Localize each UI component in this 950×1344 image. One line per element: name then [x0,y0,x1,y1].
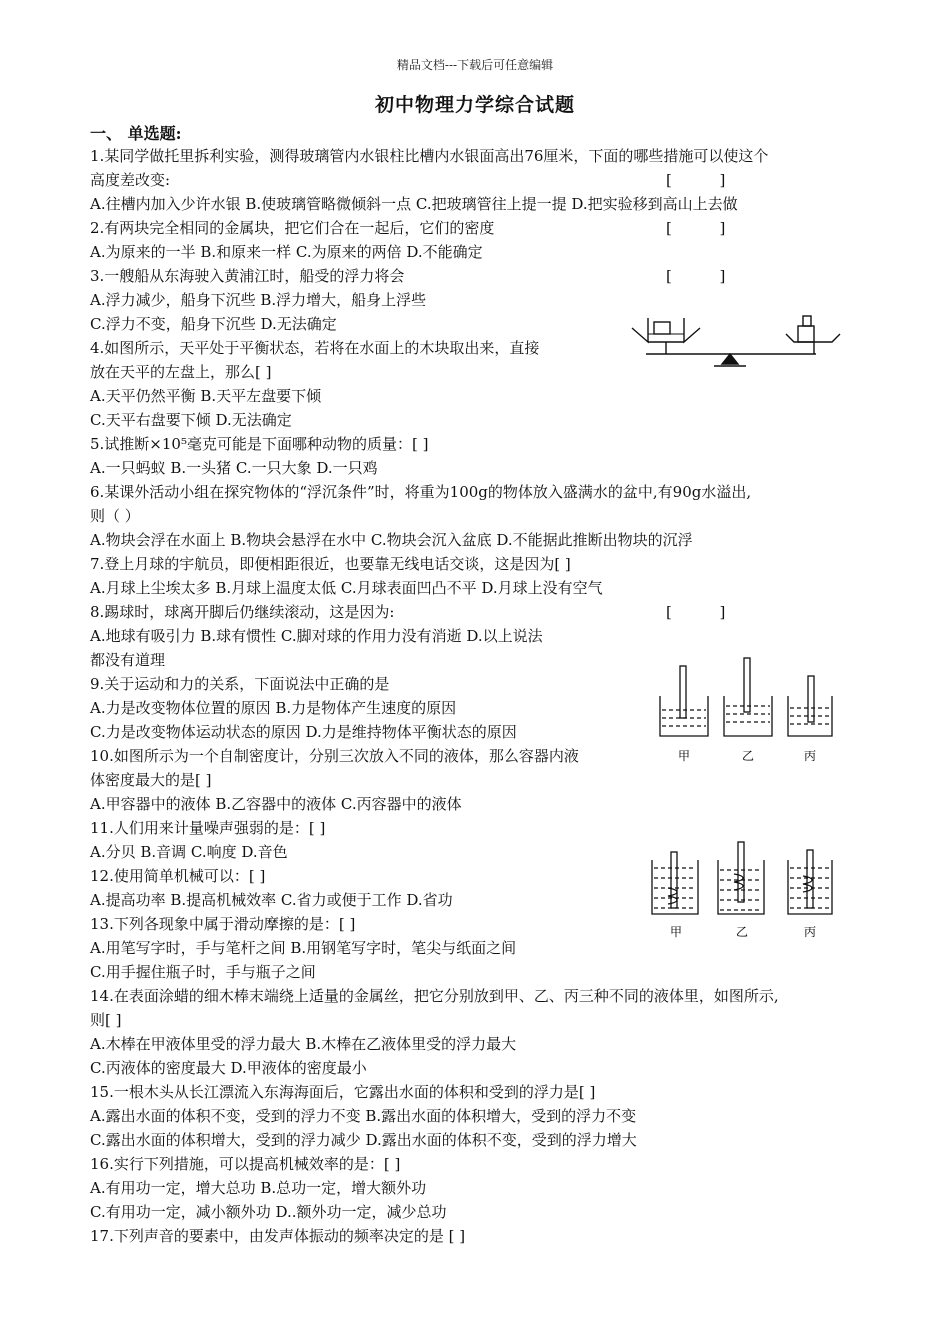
question-line: 14.在表面涂蜡的细木棒末端绕上适量的金属丝，把它分别放到甲、乙、丙三种不同的液体里，如图所示, [90,987,779,1005]
option-line: A.往槽内加入少许水银 B.使玻璃管略微倾斜一点 C.把玻璃管往上提一提 D.把实验移到高山上去做 [90,195,738,213]
density-meter-figure [656,656,836,768]
option-line: A.木棒在甲液体里受的浮力最大 B.木棒在乙液体里受的浮力最大 [90,1035,517,1053]
question-line: 9.关于运动和力的关系，下面说法中正确的是 [90,675,390,693]
question-line: 2.有两块完全相同的金属块，把它们合在一起后，它们的密度 [90,219,495,237]
question-line: 则（ ） [90,507,140,525]
option-line: A.分贝 B.音调 C.响度 D.音色 [90,843,288,861]
option-line: A.月球上尘埃太多 B.月球上温度太低 C.月球表面凹凸不平 D.月球上没有空气 [90,579,603,597]
figure-label: 甲 [678,749,691,763]
figure-label: 乙 [742,749,755,763]
question-line: 11.人们用来计量噪声强弱的是：[ ] [90,819,326,837]
answer-bracket: [ ] [666,603,726,621]
option-line: A.力是改变物体位置的原因 B.力是物体产生速度的原因 [90,699,457,717]
answer-bracket: [ ] [666,219,726,237]
figure-label: 丙 [804,749,817,763]
option-line: C.丙液体的密度最大 D.甲液体的密度最小 [90,1059,367,1077]
question-line: 17.下列声音的要素中，由发声体振动的频率决定的是 [ ] [90,1227,466,1245]
question-line: 则[ ] [90,1011,122,1029]
question-line: 7.登上月球的宇航员，即便相距很近，也要靠无线电话交谈，这是因为[ ] [90,555,571,573]
option-line: 都没有道理 [90,651,166,669]
option-line: C.用手握住瓶子时，手与瓶子之间 [90,963,316,981]
option-line: A.浮力减少，船身下沉些 B.浮力增大，船身上浮些 [90,291,427,309]
question-line: 3.一艘船从东海驶入黄浦江时，船受的浮力将会 [90,267,405,285]
question-line: 12.使用简单机械可以：[ ] [90,867,266,885]
option-line: C.天平右盘要下倾 D.无法确定 [90,411,292,429]
option-line: C.力是改变物体运动状态的原因 D.力是维持物体平衡状态的原因 [90,723,517,741]
page-title: 初中物理力学综合试题 [374,94,575,116]
option-line: A.为原来的一半 B.和原来一样 C.为原来的两倍 D.不能确定 [90,243,483,261]
question-line: 体密度最大的是[ ] [90,771,212,789]
option-line: A.甲容器中的液体 B.乙容器中的液体 C.丙容器中的液体 [90,795,462,813]
option-line: C.有用功一定，减小额外功 D..额外功一定，减少总功 [90,1203,447,1221]
question-line: 10.如图所示为一个自制密度计，分别三次放入不同的液体，那么容器内液 [90,747,579,765]
question-line: 放在天平的左盘上，那么[ ] [90,363,272,381]
option-line: A.提高功率 B.提高机械效率 C.省力或便于工作 D.省功 [90,891,453,909]
question-line: 高度差改变: [90,171,171,189]
question-line: 13.下列各现象中属于滑动摩擦的是：[ ] [90,915,356,933]
figure-label: 丙 [804,925,817,939]
question-line: 15.一根木头从长江漂流入东海海面后，它露出水面的体积和受到的浮力是[ ] [90,1083,596,1101]
figure-label: 乙 [736,925,749,939]
option-line: A.地球有吸引力 B.球有惯性 C.脚对球的作用力没有消逝 D.以上说法 [90,627,543,645]
question-line: 8.踢球时，球离开脚后仍继续滚动，这是因为: [90,603,395,621]
question-line: 4.如图所示，天平处于平衡状态，若将在水面上的木块取出来，直接 [90,339,540,357]
answer-bracket: [ ] [666,171,726,189]
option-line: A.天平仍然平衡 B.天平左盘要下倾 [90,387,322,405]
balance-scale-figure [626,312,856,374]
option-line: C.露出水面的体积增大，受到的浮力减少 D.露出水面的体积不变，受到的浮力增大 [90,1131,637,1149]
option-line: A.露出水面的体积不变，受到的浮力不变 B.露出水面的体积增大，受到的浮力不变 [90,1107,637,1125]
page-header: 精品文档---下载后可任意编辑 [396,58,554,72]
option-line: A.用笔写字时，手与笔杆之间 B.用钢笔写字时，笔尖与纸面之间 [90,939,517,957]
question-line: 5.试推断×10⁵毫克可能是下面哪种动物的质量：[ ] [90,435,429,453]
figure-label: 甲 [670,925,683,939]
question-line: 1.某同学做托里拆利实验，测得玻璃管内水银柱比槽内水银面高出76厘米，下面的哪些措施可以使这个 [90,147,769,165]
option-line: A.一只蚂蚁 B.一头猪 C.一只大象 D.一只鸡 [90,459,378,477]
wax-stick-figure [646,840,836,940]
answer-bracket: [ ] [666,267,726,285]
option-line: A.物块会浮在水面上 B.物块会悬浮在水中 C.物块会沉入盆底 D.不能据此推断出物块的沉浮 [90,531,693,549]
question-line: 16.实行下列措施，可以提高机械效率的是：[ ] [90,1155,401,1173]
option-line: A.有用功一定，增大总功 B.总功一定，增大额外功 [90,1179,427,1197]
option-line: C.浮力不变，船身下沉些 D.无法确定 [90,315,337,333]
question-line: 6.某课外活动小组在探究物体的“浮沉条件”时，将重为100g的物体放入盛满水的盆中,有90g水溢出, [90,483,752,501]
section-heading: 一、 单选题: [90,124,182,143]
